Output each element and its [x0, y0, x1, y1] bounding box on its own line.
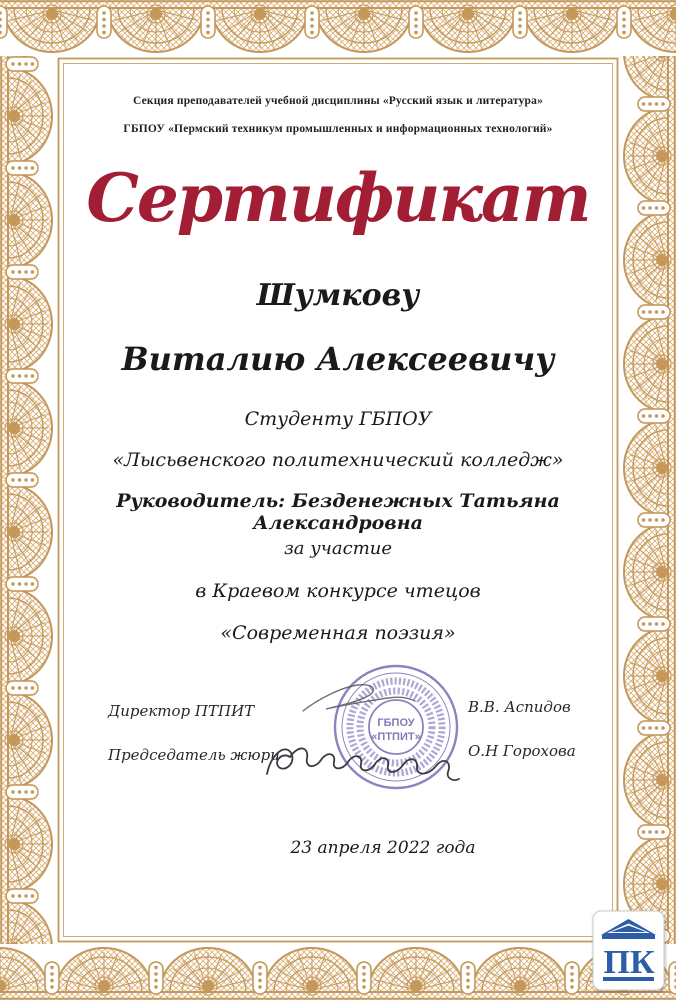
- jury-chair-name: О.Н Горохова: [468, 742, 576, 760]
- college-line: «Лысьвенского политехнический колледж»: [112, 449, 564, 471]
- recipient-surname: Шумкову: [256, 278, 420, 313]
- director-name: В.В. Аспидов: [468, 698, 571, 716]
- signatures: [250, 660, 480, 800]
- stamp-org-text: ГБПОУ: [377, 717, 415, 729]
- director-label: Директор ПТПИТ: [108, 702, 255, 720]
- jury-chair-label: Председатель жюри: [108, 746, 280, 764]
- logo-letters: ПК: [603, 944, 655, 981]
- certificate-title: Сертификат: [86, 159, 590, 237]
- student-line: Студенту ГБПОУ: [244, 408, 432, 430]
- stamp-abbr-text: «ПТПИТ»: [371, 731, 421, 743]
- recipient-name: Виталию Алексеевичу: [121, 340, 555, 378]
- jury-chair-signature: [267, 748, 459, 780]
- event-line: в Краевом конкурсе чтецов: [195, 580, 481, 602]
- date-line: 23 апреля 2022 года: [290, 838, 476, 858]
- header-section-line: Секция преподавателей учебной дисциплины «Русский язык и литература»: [132, 95, 544, 107]
- college-logo: [591, 909, 667, 993]
- header-institution-line: ГБПОУ «Пермский техникум промышленных и информационных технологий»: [123, 123, 553, 135]
- supervisor-line: Руководитель: Безденежных Татьяна Александровна: [116, 490, 560, 534]
- award-line: за участие: [283, 538, 393, 559]
- event-name-line: «Современная поэзия»: [220, 622, 456, 644]
- director-signature: [303, 685, 415, 711]
